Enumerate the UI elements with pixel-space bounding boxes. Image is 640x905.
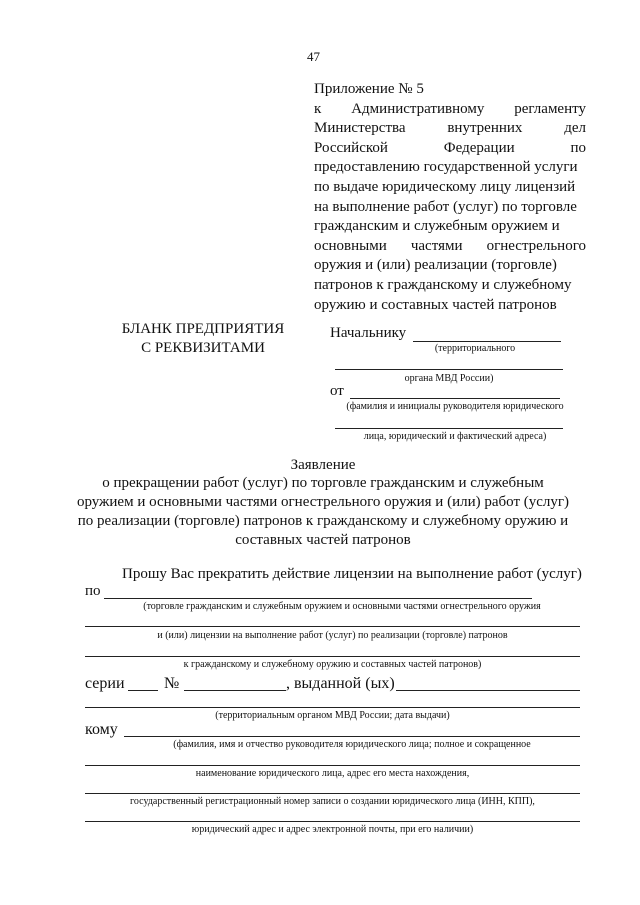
caption-recipient-4: юридический адрес и адрес электронной почты, при его наличии) (191, 824, 474, 835)
annex-word: Российской (314, 139, 388, 156)
caption-address: лица, юридический и фактический адреса) (363, 431, 547, 442)
caption-trade-1: (торговле гражданским и служебным оружием и основными частями огнестрельного оружия (143, 601, 541, 612)
caption-recipient-1: (фамилия, имя и отчество руководителя юридического лица; полное и сокращенное (173, 739, 531, 750)
annex-line-3 (314, 139, 586, 159)
annex-heading: Приложение № 5 (314, 81, 424, 97)
series-field[interactable] (128, 690, 158, 691)
license-type-field-3[interactable] (85, 656, 580, 657)
annex-word: к (314, 100, 322, 117)
annex-word: огнестрельного (486, 237, 586, 254)
chief-label: Начальнику (330, 325, 407, 341)
annex-line-1 (314, 100, 586, 120)
license-type-field[interactable] (104, 598, 532, 599)
statement-subtitle-4: составных частей патронов (235, 532, 411, 548)
issuer-field[interactable] (85, 707, 580, 708)
annex-word: частями (410, 237, 463, 254)
number-label: № (164, 675, 180, 692)
annex-line-10: патронов к гражданскому и служебному (314, 276, 572, 293)
annex-line-5: по выдаче юридическому лицу лицензий (314, 178, 576, 195)
recipient-field[interactable] (124, 736, 580, 737)
annex-word: дел (564, 120, 586, 137)
annex-word: Административному (351, 100, 485, 117)
annex-word: основными (314, 237, 387, 254)
letterhead-line-2: С РЕКВИЗИТАМИ (141, 340, 265, 356)
chief-name-field[interactable] (413, 341, 561, 342)
caption-trade-2: и (или) лицензии на выполнение работ (услуг) по реализации (торговле) патронов (157, 630, 508, 641)
statement-subtitle-3: по реализации (торговле) патронов к гражданскому и служебному оружию и (77, 513, 569, 529)
from-label: от (330, 383, 344, 399)
recipient-field-3[interactable] (85, 793, 580, 794)
annex-word: по (570, 139, 586, 156)
po-label: по (85, 583, 101, 599)
caption-head-name: (фамилия и инициалы руководителя юридического (346, 401, 564, 412)
issued-field[interactable] (396, 690, 580, 691)
series-label: серии (85, 675, 125, 692)
caption-issuer: (территориальным органом МВД России; дата выдачи) (215, 710, 450, 721)
annex-line-4: предоставлению государственной услуги (314, 159, 578, 176)
annex-line-8 (314, 237, 586, 257)
issued-label: , выданной (ых) (286, 675, 395, 692)
caption-territorial: (территориального (434, 343, 516, 354)
request-text: Прошу Вас прекратить действие лицензии на выполнение работ (услуг) (122, 566, 582, 582)
statement-subtitle-1: о прекращении работ (услуг) по торговле гражданским и служебным (102, 475, 544, 491)
to-whom-label: кому (85, 721, 118, 738)
from-field[interactable] (350, 398, 560, 399)
annex-line-6: на выполнение работ (услуг) по торговле (314, 198, 577, 215)
license-type-field-2[interactable] (85, 626, 580, 627)
annex-word: Министерства (314, 120, 406, 137)
caption-recipient-2: наименование юридического лица, адрес его места нахождения, (195, 768, 470, 779)
address-field[interactable] (335, 428, 563, 429)
annex-line-11: оружию и составных частей патронов (314, 296, 557, 313)
annex-line-9: оружия и (или) реализации (торговле) (314, 257, 557, 274)
statement-subtitle-2: оружием и основными частями огнестрельного оружия и (или) работ (услуг) (76, 494, 570, 510)
letterhead-line-1: БЛАНК ПРЕДПРИЯТИЯ (121, 321, 285, 337)
recipient-field-2[interactable] (85, 765, 580, 766)
caption-recipient-3: государственный регистрационный номер записи о создании юридического лица (ИНН, КПП), (130, 796, 535, 807)
annex-line-7: гражданским и служебным оружием и (314, 218, 560, 235)
caption-trade-3: к гражданскому и служебному оружию и составных частей патронов) (183, 659, 482, 670)
page-number: 47 (307, 49, 320, 64)
annex-line-2 (314, 119, 586, 139)
letterhead-placeholder (118, 320, 288, 358)
recipient-field-4[interactable] (85, 821, 580, 822)
annex-word: Федерации (443, 139, 515, 156)
statement-title: Заявление (290, 457, 356, 473)
caption-organ: органа МВД России) (404, 373, 494, 384)
annex-block (314, 80, 586, 315)
annex-word: регламенту (514, 100, 586, 117)
annex-word: внутренних (447, 120, 523, 137)
organ-field[interactable] (335, 369, 563, 370)
number-field[interactable] (184, 690, 286, 691)
